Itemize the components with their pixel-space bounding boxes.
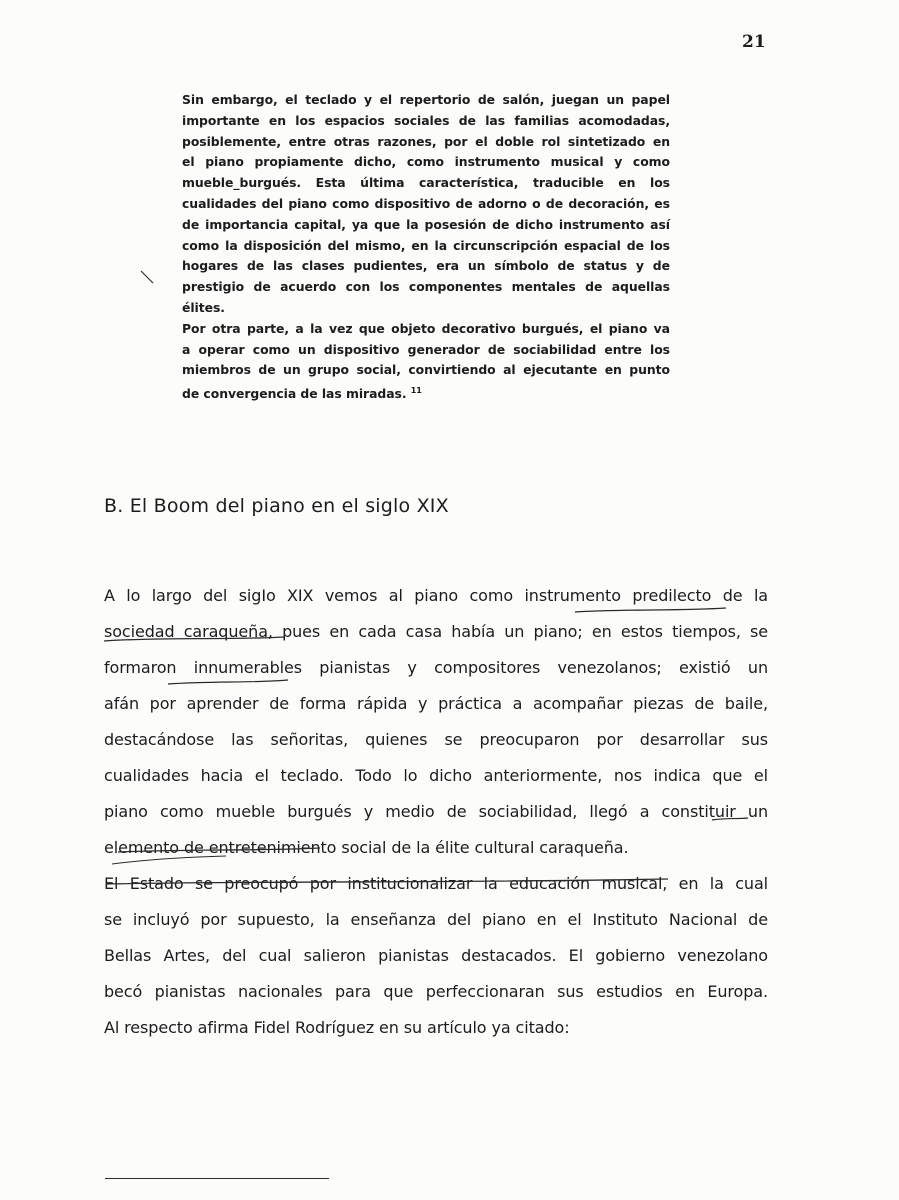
quote-line: prestigio de acuerdo con los componentes mentales de aquellas [182,279,670,295]
margin-pen-mark [140,270,154,284]
quote-line: a operar como un dispositivo generador de sociabilidad entre los [182,341,670,357]
body-line: sociedad caraqueña, pues en cada casa había un piano; en estos tiempos, se [104,622,768,641]
body-line: formaron innumerables pianistas y compositores venezolanos; existió un [104,658,768,677]
quote-line-text: de convergencia de las miradas. [182,386,407,402]
quote-line: Sin embargo, el teclado y el repertorio de salón, juegan un papel [182,92,670,107]
quote-line: el piano propiamente dicho, como instrumento musical y como [182,154,670,170]
footnote-divider [105,1178,329,1179]
body-line: El Estado se preocupó por institucionalizar la educación musical, en la cual [104,874,768,893]
body-line: A lo largo del sigIo XIX vemos al piano como instrumento predilecto de la [104,586,768,605]
quote-line: como la disposición del mismo, en la circunscripción espacial de los [182,237,670,253]
body-line: Bellas Artes, del cual salieron pianistas destacados. El gobierno venezolano [104,946,768,965]
body-line: elemento de entretenimiento social de la élite cultural caraqueña. [104,838,629,857]
body-line: Al respecto afirma Fidel Rodríguez en su artículo ya citado: [104,1018,570,1037]
body-line: piano como mueble burgués y medio de sociabilidad, llegó a constituir un [104,802,768,821]
body-text [104,578,768,1046]
quote-line: hogares de las clases pudientes, era un símbolo de status y de [182,258,670,274]
quote-line: Por otra parte, a la vez que objeto decorativo burgués, el piano va [182,320,670,336]
quote-line: importante en los espacios sociales de las familias acomodadas, [182,112,670,128]
footnote-reference: 11 [410,386,422,396]
body-line: cualidades hacia el teclado. Todo lo dicho anteriormente, nos indica que el [104,766,768,785]
quote-line: posiblemente, entre otras razones, por el doble rol sintetizado en [182,133,670,149]
quote-last-line [182,381,670,402]
quote-line: élites. [182,299,225,315]
page-number: 21 [742,32,766,52]
quote-line: miembros de un grupo social, convirtiendo al ejecutante en punto [182,362,670,378]
body-line: becó pianistas nacionales para que perfeccionaran sus estudios en Europa. [104,982,768,1001]
quote-line: de importancia capital, ya que la posesión de dicho instrumento así [182,216,670,232]
section-heading: B. El Boom del piano en el siglo XIX [104,495,449,517]
quote-line: mueble_burgués. Esta última característica, traducible en los [182,175,670,191]
block-quote [182,90,670,402]
body-line: se incluyó por supuesto, la enseñanza del piano en el Instituto Nacional de [104,910,768,929]
body-line: destacándose las señoritas, quienes se preocuparon por desarrollar sus [104,730,768,749]
quote-line: cualidades del piano como dispositivo de adorno o de decoración, es [182,195,670,211]
body-line: afán por aprender de forma rápida y práctica a acompañar piezas de baile, [104,694,768,713]
